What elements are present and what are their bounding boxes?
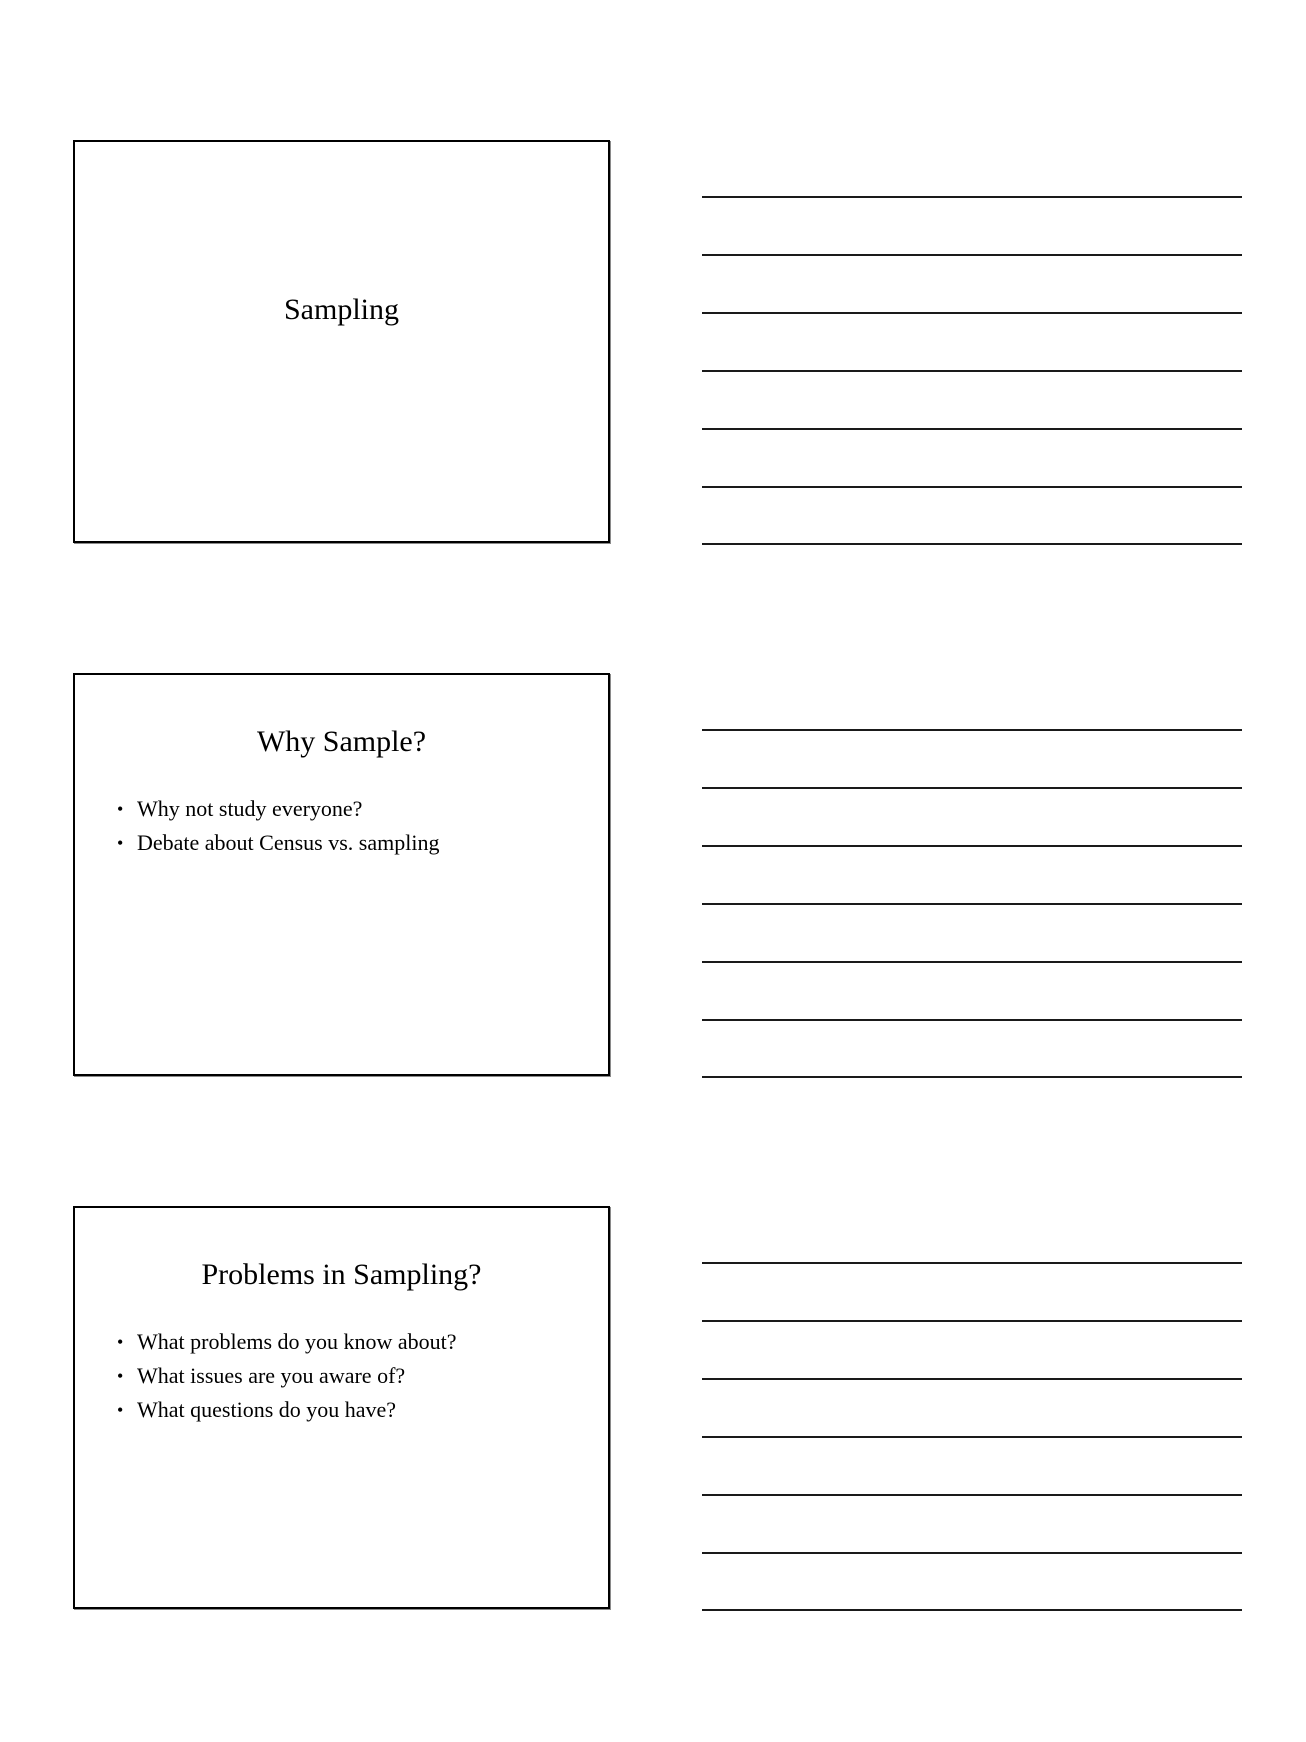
note-line [702,1320,1242,1322]
slide-title: Problems in Sampling? [201,1258,482,1291]
note-line [702,543,1242,545]
bullet-list [117,792,439,860]
bullet-item [117,1359,457,1393]
note-line [702,787,1242,789]
bullet-icon: • [117,833,124,853]
bullet-item [117,1325,457,1359]
note-line [702,1019,1242,1021]
bullet-icon: • [117,1366,124,1386]
handout-row-1 [0,140,1306,544]
slide-1 [73,140,610,543]
bullet-item [117,826,439,860]
notes-area-2 [702,673,1242,1077]
bullet-text: What issues are you aware of? [137,1363,406,1388]
note-line [702,312,1242,314]
note-line [702,1436,1242,1438]
note-line [702,903,1242,905]
bullet-item [117,792,439,826]
bullet-text: Debate about Census vs. sampling [137,830,440,855]
bullet-item [117,1393,457,1427]
handout-row-3 [0,1206,1306,1610]
slide-title: Why Sample? [256,725,427,758]
notes-area-1 [702,140,1242,544]
bullet-icon: • [117,799,124,819]
note-line [702,1378,1242,1380]
bullet-icon: • [117,1332,124,1352]
slide-title: Sampling [283,293,399,326]
note-line [702,845,1242,847]
note-line [702,729,1242,731]
bullet-text: Why not study everyone? [137,796,363,821]
note-line [702,1552,1242,1554]
note-line [702,1609,1242,1611]
note-line [702,961,1242,963]
bullet-icon: • [117,1400,124,1420]
note-line [702,428,1242,430]
bullet-text: What questions do you have? [137,1397,397,1422]
slide-2 [73,673,610,1076]
note-line [702,1262,1242,1264]
slide-3 [73,1206,610,1609]
bullet-list [117,1325,457,1427]
note-line [702,1076,1242,1078]
notes-area-3 [702,1206,1242,1610]
note-line [702,196,1242,198]
note-line [702,370,1242,372]
note-line [702,486,1242,488]
note-line [702,254,1242,256]
bullet-text: What problems do you know about? [137,1329,457,1354]
note-line [702,1494,1242,1496]
handout-row-2 [0,673,1306,1077]
